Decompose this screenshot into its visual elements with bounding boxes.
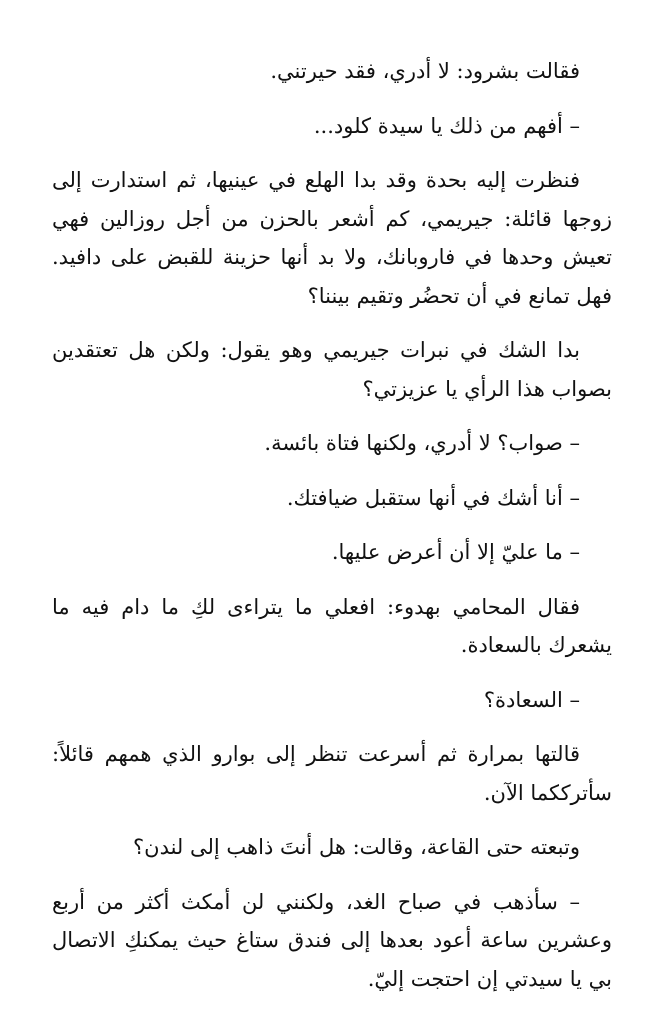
paragraph-10: قالتها بمرارة ثم أسرعت تنظر إلى بوارو الذي همهم قائلاً: سأترككما الآن. bbox=[52, 742, 612, 805]
paragraph-5: – صواب؟ لا أدري، ولكنها فتاة بائسة. bbox=[264, 431, 580, 455]
paragraph-2: – أفهم من ذلك يا سيدة كلود... bbox=[313, 113, 580, 138]
paragraph-3: فنظرت إليه بحدة وقد بدا الهلع في عينيها، ثم استدارت إلى زوجها قائلة: جيريمي، كم أشعر بالحزن من أجل روزالين فهي تعيش وحدها في فاروبانك، ولا بد أنها حزينة للقبض على دافيد. فهل تمانع في أن تحضُر وتقيم بيننا؟ bbox=[52, 168, 612, 308]
paragraph-11: وتبعته حتى القاعة، وقالت: هل أنتَ ذاهب إلى لندن؟ bbox=[133, 835, 580, 859]
book-page bbox=[52, 52, 612, 1014]
paragraph-7: – ما عليّ إلا أن أعرض عليها. bbox=[331, 540, 580, 564]
paragraph-6: – أنا أشك في أنها ستقبل ضيافتك. bbox=[286, 485, 580, 510]
paragraph-8: فقال المحامي بهدوء: افعلي ما يتراءى لكِ ما دام فيه ما يشعرك بالسعادة. bbox=[52, 594, 612, 657]
paragraph-1: فقالت بشرود: لا أدري، فقد حيرتني. bbox=[270, 59, 580, 83]
paragraph-12: – سأذهب في صباح الغد، ولكنني لن أمكث أكثر من أربع وعشرين ساعة أعود بعدها إلى فندق ستاغ حيث يمكنكِ الاتصال بي يا سيدتي إن احتجت إليّ. bbox=[52, 889, 612, 991]
paragraph-9: – السعادة؟ bbox=[483, 687, 580, 712]
paragraph-4: بدا الشك في نبرات جيريمي وهو يقول: ولكن هل تعتقدين بصواب هذا الرأي يا عزيزتي؟ bbox=[52, 338, 612, 401]
